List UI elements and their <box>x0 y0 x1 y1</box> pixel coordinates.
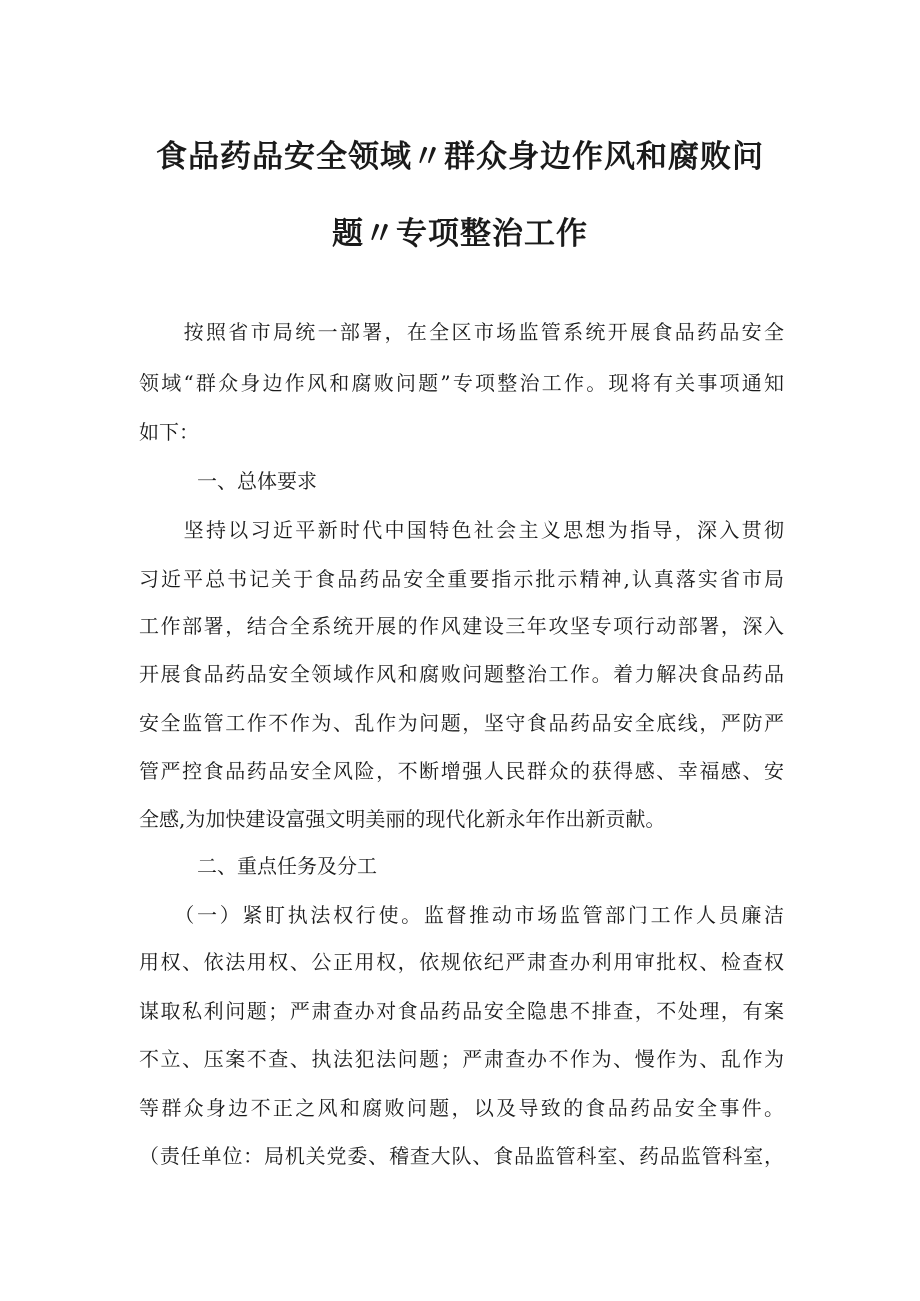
section-2-line: 用权、依法用权、公正用权，依规依纪严肃查办利用审批权、检查权 <box>139 950 784 974</box>
intro-line: 如下： <box>139 420 199 444</box>
section-2-line: 不立、压案不查、执法犯法问题；严肃查办不作为、慢作为、乱作为 <box>139 1047 784 1071</box>
section-2-heading: 二、重点任务及分工 <box>197 854 377 878</box>
section-2-line: （一）紧盯执法权行使。监督推动市场监管部门工作人员廉洁 <box>139 903 784 927</box>
section-2-line: 等群众身边不正之风和腐败问题，以及导致的食品药品安全事件。 <box>139 1096 784 1120</box>
section-1-line: 安全监管工作不作为、乱作为问题，坚守食品药品安全底线，严防严 <box>139 711 784 735</box>
section-1-line: 管严控食品药品安全风险，不断增强人民群众的获得感、幸福感、安 <box>139 759 784 783</box>
section-1-line: 习近平总书记关于食品药品安全重要指示批示精神,认真落实省市局 <box>139 567 784 591</box>
section-1-line: 开展食品药品安全领域作风和腐败问题整治工作。着力解决食品药品 <box>139 662 784 686</box>
document-title-line-1: 食品药品安全领域〃群众身边作风和腐败问 <box>156 139 764 175</box>
intro-line: 领域“群众身边作风和腐败问题”专项整治工作。现将有关事项通知 <box>139 371 784 395</box>
intro-line: 按照省市局统一部署，在全区市场监管系统开展食品药品安全 <box>139 320 784 344</box>
section-1-heading: 一、总体要求 <box>197 469 317 493</box>
section-1-line: 工作部署，结合全系统开展的作风建设三年攻坚专项行动部署，深入 <box>139 614 784 638</box>
section-2-line: 谋取私利问题；严肃查办对食品药品安全隐患不排查，不处理，有案 <box>139 999 784 1023</box>
section-1-line: 坚持以习近平新时代中国特色社会主义思想为指导，深入贯彻 <box>139 518 784 542</box>
document-title-line-2: 题〃专项整治工作 <box>332 216 588 252</box>
section-2-line: （责任单位：局机关党委、稽查大队、食品监管科室、药品监管科室， <box>139 1144 784 1168</box>
section-1-line: 全感,为加快建设富强文明美丽的现代化新永年作出新贡献。 <box>139 807 666 831</box>
